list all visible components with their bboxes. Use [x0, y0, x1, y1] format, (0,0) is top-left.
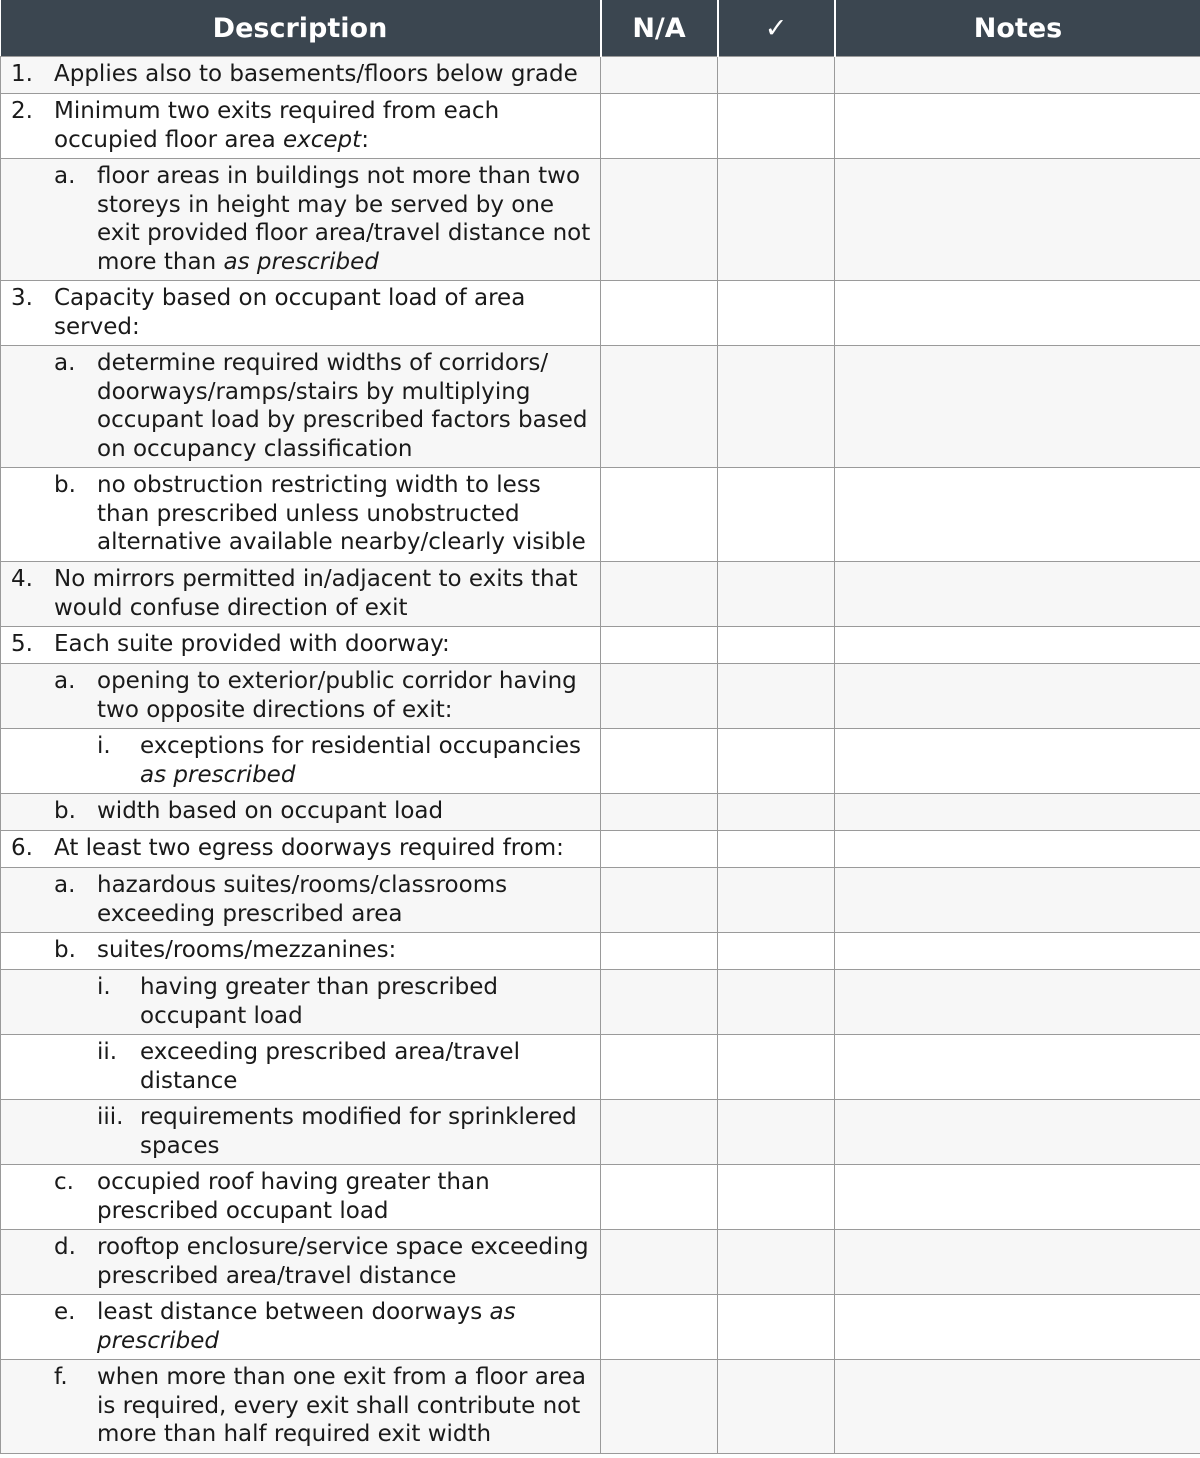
checklist-item — [1, 667, 594, 724]
description-cell — [1, 1360, 601, 1454]
header-na: N/A — [601, 0, 718, 57]
check-cell[interactable] — [718, 159, 835, 281]
description-cell — [1, 346, 601, 468]
item-text — [97, 1363, 594, 1449]
notes-cell[interactable] — [835, 794, 1200, 831]
table-row — [1, 562, 1200, 627]
item-text-main: least distance between doorways — [97, 1299, 490, 1325]
check-cell[interactable] — [718, 627, 835, 664]
item-marker: i. — [97, 733, 111, 759]
description-cell — [1, 1165, 601, 1230]
item-marker: c. — [54, 1169, 74, 1195]
check-cell[interactable] — [718, 970, 835, 1035]
check-cell[interactable] — [718, 1035, 835, 1100]
description-cell — [1, 831, 601, 868]
description-cell — [1, 1230, 601, 1295]
item-marker: a. — [54, 668, 76, 694]
table-row — [1, 664, 1200, 729]
check-cell[interactable] — [718, 729, 835, 794]
check-cell[interactable] — [718, 933, 835, 970]
check-cell[interactable] — [718, 1230, 835, 1295]
table-row — [1, 468, 1200, 562]
na-cell[interactable] — [601, 1035, 718, 1100]
item-text-main: No mirrors permitted in/adjacent to exits that would confuse direction of exit — [54, 566, 585, 621]
na-cell[interactable] — [601, 562, 718, 627]
notes-cell[interactable] — [835, 868, 1200, 933]
item-text — [97, 471, 594, 557]
na-cell[interactable] — [601, 94, 718, 159]
item-marker: 3. — [11, 285, 33, 311]
checklist-item — [1, 349, 594, 463]
item-text — [54, 565, 594, 622]
table-row — [1, 794, 1200, 831]
item-text-main: Applies also to basements/floors below grade — [54, 61, 578, 87]
item-text — [97, 162, 598, 276]
description-cell — [1, 1100, 601, 1165]
checklist-item — [1, 936, 594, 965]
checklist-item — [1, 871, 594, 928]
notes-cell[interactable] — [835, 970, 1200, 1035]
check-cell[interactable] — [718, 1165, 835, 1230]
item-text-main: At least two egress doorways required from: — [54, 835, 564, 861]
checklist-item — [1, 471, 594, 557]
na-cell[interactable] — [601, 933, 718, 970]
item-text-main: opening to exterior/public corridor having two opposite directions of exit: — [97, 668, 585, 723]
item-text-tail: : — [361, 126, 369, 153]
checklist-item — [1, 1168, 594, 1225]
description-cell — [1, 562, 601, 627]
item-marker: b. — [54, 472, 76, 498]
table-row — [1, 1165, 1200, 1230]
checklist-item — [1, 797, 594, 826]
item-marker: 2. — [11, 98, 33, 124]
notes-cell[interactable] — [835, 729, 1200, 794]
item-marker: 5. — [11, 631, 33, 657]
header-row — [1, 0, 1200, 57]
item-text-main: Capacity based on occupant load of area served: — [54, 285, 533, 340]
na-cell[interactable] — [601, 868, 718, 933]
notes-cell[interactable] — [835, 57, 1200, 94]
item-text-main: width based on occupant load — [97, 798, 444, 824]
notes-cell[interactable] — [835, 831, 1200, 868]
table-row — [1, 933, 1200, 970]
notes-cell[interactable] — [835, 159, 1200, 281]
item-marker: 1. — [11, 61, 33, 87]
notes-cell[interactable] — [835, 1230, 1200, 1295]
table-row — [1, 1360, 1200, 1454]
item-text — [97, 797, 594, 826]
na-cell[interactable] — [601, 970, 718, 1035]
check-cell[interactable] — [718, 468, 835, 562]
description-cell — [1, 868, 601, 933]
checkmark-icon: ✓ — [764, 12, 788, 44]
item-text-main: determine required widths of corridors/ doorways/ramps/stairs by multiplying occupant load by prescribed factors based on occupancy classification — [97, 350, 595, 462]
table-row — [1, 346, 1200, 468]
notes-cell[interactable] — [835, 933, 1200, 970]
description-cell — [1, 794, 601, 831]
checklist-item — [1, 1363, 594, 1449]
header-check — [718, 0, 835, 57]
item-text-main: Each suite provided with doorway: — [54, 631, 450, 657]
item-text — [97, 936, 594, 965]
description-cell — [1, 664, 601, 729]
item-marker: 6. — [11, 835, 33, 861]
item-text-main: exceeding prescribed area/travel distance — [140, 1039, 528, 1094]
item-text — [97, 349, 594, 463]
item-marker: ii. — [97, 1039, 118, 1065]
table-row — [1, 159, 1200, 281]
item-text-emphasis: as prescribed — [140, 761, 296, 788]
check-cell[interactable] — [718, 562, 835, 627]
item-text-main: floor areas in buildings not more than two storeys in height may be served by one exit provided floor area/travel distance not more than — [97, 163, 598, 275]
item-text — [54, 834, 594, 863]
checklist-item — [1, 162, 598, 276]
notes-cell[interactable] — [835, 627, 1200, 664]
checklist-item — [1, 60, 594, 89]
notes-cell[interactable] — [835, 664, 1200, 729]
description-cell — [1, 281, 601, 346]
table-row — [1, 94, 1200, 159]
checklist-body — [1, 57, 1200, 1454]
checklist-item — [1, 1298, 594, 1355]
table-row — [1, 970, 1200, 1035]
na-cell[interactable] — [601, 1100, 718, 1165]
item-text-main: suites/rooms/mezzanines: — [97, 937, 397, 963]
description-cell — [1, 970, 601, 1035]
check-cell[interactable] — [718, 831, 835, 868]
na-cell[interactable] — [601, 1230, 718, 1295]
item-marker: i. — [97, 974, 111, 1000]
item-marker: a. — [54, 872, 76, 898]
notes-cell[interactable] — [835, 1295, 1200, 1360]
description-cell — [1, 57, 601, 94]
checklist-item — [1, 97, 594, 154]
check-cell[interactable] — [718, 57, 835, 94]
checklist-item — [1, 973, 594, 1030]
notes-cell[interactable] — [835, 346, 1200, 468]
item-text — [97, 871, 594, 928]
item-marker: f. — [54, 1364, 68, 1390]
notes-cell[interactable] — [835, 281, 1200, 346]
na-cell[interactable] — [601, 159, 718, 281]
notes-cell[interactable] — [835, 94, 1200, 159]
notes-cell[interactable] — [835, 468, 1200, 562]
na-cell[interactable] — [601, 468, 718, 562]
item-text-main: rooftop enclosure/service space exceeding prescribed area/travel distance — [97, 1234, 596, 1289]
item-text — [140, 973, 594, 1030]
checklist-item — [1, 1103, 594, 1160]
description-cell — [1, 1035, 601, 1100]
na-cell[interactable] — [601, 57, 718, 94]
notes-cell[interactable] — [835, 1165, 1200, 1230]
item-text-main: when more than one exit from a floor area is required, every exit shall contribute not more than half required exit width — [97, 1364, 594, 1447]
item-text-emphasis: except — [283, 126, 362, 153]
table-row — [1, 281, 1200, 346]
item-text-emphasis: as prescribed — [97, 1299, 516, 1354]
description-cell — [1, 729, 601, 794]
table-row — [1, 868, 1200, 933]
na-cell[interactable] — [601, 831, 718, 868]
notes-cell[interactable] — [835, 1035, 1200, 1100]
item-text-main: no obstruction restricting width to less than prescribed unless unobstructed alternative available nearby/clearly visible — [97, 472, 586, 555]
item-text-emphasis: as prescribed — [223, 248, 379, 275]
item-text — [54, 284, 594, 341]
item-marker: a. — [54, 350, 76, 376]
na-cell[interactable] — [601, 1360, 718, 1454]
check-cell[interactable] — [718, 868, 835, 933]
item-text — [54, 60, 594, 89]
item-text — [140, 1038, 594, 1095]
item-text-main: exceptions for residential occupancies — [140, 733, 589, 759]
na-cell[interactable] — [601, 1165, 718, 1230]
item-marker: a. — [54, 163, 76, 189]
header-description: Description — [1, 0, 601, 57]
table-row — [1, 57, 1200, 94]
item-text — [54, 97, 594, 154]
notes-cell[interactable] — [835, 1360, 1200, 1454]
item-text — [97, 1168, 594, 1225]
item-text-main: requirements modified for sprinklered spaces — [140, 1104, 585, 1159]
checklist-item — [1, 732, 594, 789]
item-text — [97, 667, 594, 724]
checklist-item — [1, 630, 594, 659]
item-marker: b. — [54, 937, 76, 963]
item-text-main: hazardous suites/rooms/classrooms exceeding prescribed area — [97, 872, 515, 927]
na-cell[interactable] — [601, 1295, 718, 1360]
check-cell[interactable] — [718, 1100, 835, 1165]
notes-cell[interactable] — [835, 562, 1200, 627]
table-row — [1, 1100, 1200, 1165]
notes-cell[interactable] — [835, 1100, 1200, 1165]
checklist-item — [1, 1038, 594, 1095]
table-header — [1, 0, 1200, 57]
item-text — [97, 1298, 594, 1355]
item-marker: d. — [54, 1234, 76, 1260]
item-text — [54, 630, 594, 659]
item-marker: iii. — [97, 1104, 124, 1130]
table-row — [1, 1035, 1200, 1100]
check-cell[interactable] — [718, 281, 835, 346]
item-text-main: occupied roof having greater than prescribed occupant load — [97, 1169, 497, 1224]
description-cell — [1, 933, 601, 970]
description-cell — [1, 627, 601, 664]
table-row — [1, 1230, 1200, 1295]
check-cell[interactable] — [718, 664, 835, 729]
na-cell[interactable] — [601, 664, 718, 729]
item-text-main: Minimum two exits required from each occupied floor area — [54, 98, 507, 153]
na-cell[interactable] — [601, 729, 718, 794]
description-cell — [1, 159, 601, 281]
description-cell — [1, 94, 601, 159]
item-marker: e. — [54, 1299, 76, 1325]
na-cell[interactable] — [601, 346, 718, 468]
header-notes: Notes — [835, 0, 1200, 57]
item-marker: 4. — [11, 566, 33, 592]
item-text — [97, 1233, 594, 1290]
check-cell[interactable] — [718, 1295, 835, 1360]
na-cell[interactable] — [601, 281, 718, 346]
description-cell — [1, 1295, 601, 1360]
table-row — [1, 729, 1200, 794]
checklist-item — [1, 565, 594, 622]
check-cell[interactable] — [718, 794, 835, 831]
item-marker: b. — [54, 798, 76, 824]
item-text — [140, 1103, 594, 1160]
na-cell[interactable] — [601, 794, 718, 831]
table-row — [1, 627, 1200, 664]
table-row — [1, 1295, 1200, 1360]
check-cell[interactable] — [718, 346, 835, 468]
na-cell[interactable] — [601, 627, 718, 664]
checklist-item — [1, 834, 594, 863]
checklist-item — [1, 284, 594, 341]
checklist-item — [1, 1233, 594, 1290]
item-text — [140, 732, 594, 789]
table-row — [1, 831, 1200, 868]
item-text-main: having greater than prescribed occupant load — [140, 974, 506, 1029]
check-cell[interactable] — [718, 1360, 835, 1454]
description-cell — [1, 468, 601, 562]
check-cell[interactable] — [718, 94, 835, 159]
